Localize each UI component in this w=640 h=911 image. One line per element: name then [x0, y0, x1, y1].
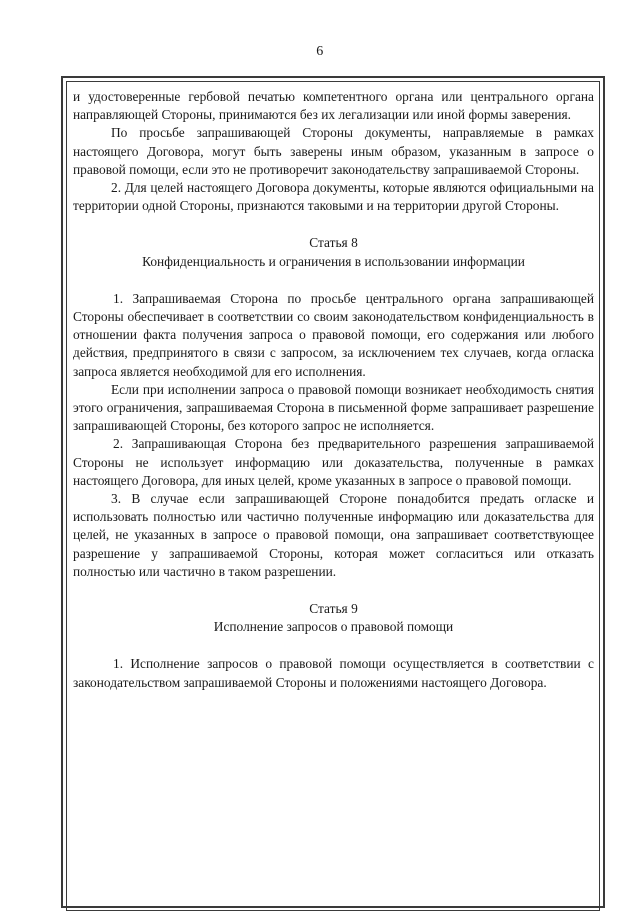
document-body	[73, 88, 594, 692]
page-number: 6	[316, 44, 324, 59]
paragraph-execution-1: 1. Исполнение запросов о правовой помощи осуществляется в соответствии с законодательством запрашиваемой Стороны и положениями настоящего Договора.	[73, 656, 594, 690]
article-9-number: Статья 9	[309, 601, 358, 617]
paragraph-certification: По просьбе запрашивающей Стороны документы, направляемые в рамках настоящего Договора, могут быть заверены иным образом, указанным в запросе о правовой помощи, если это не противоречит законодательству запрашиваемой Стороны.	[73, 125, 594, 177]
paragraph-continuation: и удостоверенные гербовой печатью компетентного органа или центрального органа направляющей Стороны, принимаются без их легализации или иной формы заверения.	[73, 89, 594, 123]
paragraph-confidentiality-2: 2. Запрашивающая Сторона без предварительного разрешения запрашиваемой Стороны не использует информацию или доказательства, полученные в рамках настоящего Договора, для иных целей, кроме указанных в запросе о правовой помощи.	[73, 436, 594, 488]
paragraph-confidentiality-3: 3. В случае если запрашивающей Стороне понадобится предать огласке и использовать полностью или частично полученные информацию или доказательства для целей, не указанных в запросе о правовой помощи, она запрашивает соответствующее разрешение у запрашиваемой Стороны, которая может согласиться или отказать полностью или частично в таком разрешении.	[73, 491, 594, 579]
article-8-title: Конфиденциальность и ограничения в использовании информации	[142, 253, 525, 269]
paragraph-restriction-lifting: Если при исполнении запроса о правовой помощи возникает необходимость снятия этого ограничения, запрашиваемая Сторона в письменной форме запрашивает разрешение запрашивающей Стороны, без которого запрос не исполняется.	[73, 381, 594, 434]
paragraph-confidentiality-1: 1. Запрашиваемая Сторона по просьбе центрального органа запрашивающей Стороны обеспечивает в соответствии со своим законодательством конфиденциальность в отношении факта получения запроса о правовой помощи, его содержания или любого действия, предпринятого в связи с запросом, за исключением тех случаев, когда огласка запроса является необходимой для его исполнения.	[73, 290, 594, 379]
article-9-title: Исполнение запросов о правовой помощи	[213, 619, 454, 635]
paragraph-official-documents: 2. Для целей настоящего Договора документы, которые являются официальными на территории одной Стороны, признаются таковыми и на территории другой Стороны.	[73, 180, 594, 214]
article-8-number: Статья 8	[309, 235, 358, 251]
